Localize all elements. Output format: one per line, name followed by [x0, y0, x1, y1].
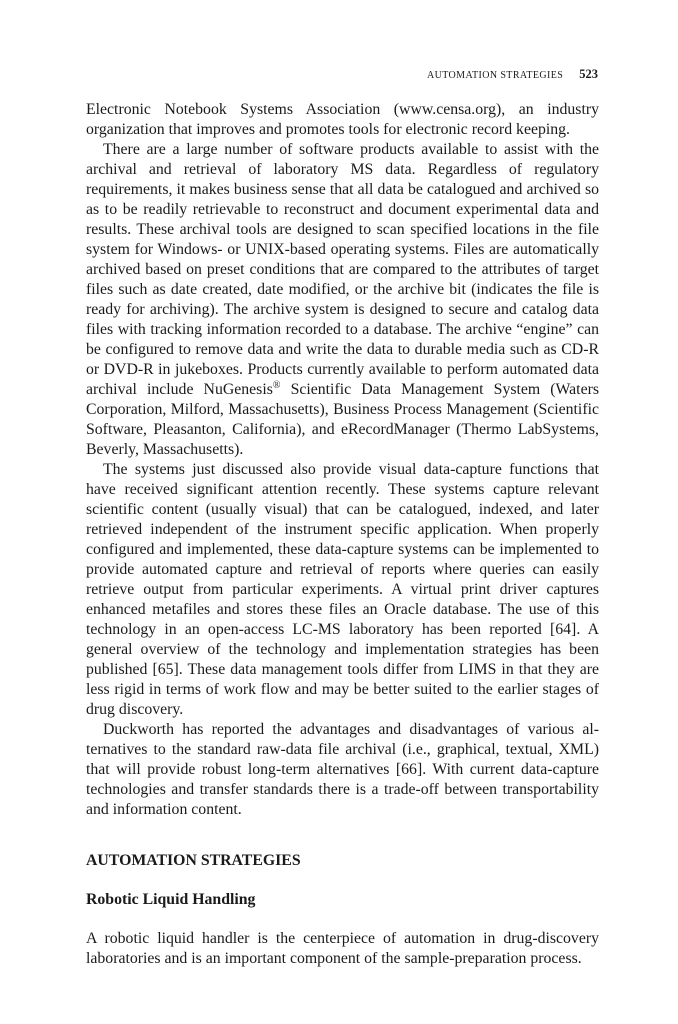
paragraph-4: Duckworth has reported the advantages and disadvantages of various alternatives to the standard raw-data file archival (i.e., graphical, textual, XML) that will provide robust long-term alternatives [66]. With current data-capture technologies and transfer standards there is a trade-off between transportability and information content.	[86, 721, 599, 818]
subsection-heading: Robotic Liquid Handling	[86, 891, 256, 908]
paragraph-5: A robotic liquid handler is the centerpiece of automation in drug-discovery laboratories and is an important component of the sample-preparation process.	[86, 930, 599, 967]
paragraph-3: The systems just discussed also provide visual data-capture functions that have received significant attention recently. These systems capture relevant scientific content (usually visual) that can be catalogued, indexed, and later retrieved independent of the instrument specific application. When properly configured and implemented, these data-capture systems can be implemented to provide automated capture and retrieval of reports where queries can easily retrieve output from particular experiments. A virtual print driver captures enhanced metafiles and stores these files an Oracle database. The use of this technology in an open-access LC-MS laboratory has been reported [64]. A general overview of the technology and implementation strategies has been published [65]. These data management tools differ from LIMS in that they are less rigid in terms of work flow and may be better suited to the earlier stages of drug discovery.	[86, 461, 599, 718]
paragraph-2	[86, 140, 599, 460]
running-title: AUTOMATION STRATEGIES	[426, 70, 564, 81]
page-number: 523	[579, 67, 598, 81]
paragraph-2-part-2: Scientific Data Management System (Waters Corporation, Milford, Massachusetts), Business Process Management (Scientific Software, Pleasanton, California), and eRecordManager (Thermo LabSystems, Beverly, Massachusetts).	[86, 381, 599, 458]
paragraph-1: Electronic Notebook Systems Association (www.censa.org), an industry organization that improves and promotes tools for electronic record keeping.	[86, 101, 599, 138]
running-head	[86, 67, 598, 83]
registered-mark: ®	[272, 380, 281, 391]
body-text	[86, 100, 599, 969]
section-heading: AUTOMATION STRATEGIES	[86, 852, 301, 869]
paragraph-2-part-1: There are a large number of software products available to assist with the archival and retrieval of laboratory MS data. Regardless of regulatory requirements, it makes business sense that all data be catalogued and archived so as to be readily retrievable to reconstruct and document experimental data and results. These archival tools are designed to scan specified locations in the file system for Windows- or UNIX-based operating systems. Files are automatically archived based on preset conditions that are compared to the attributes of target files such as date created, date modified, or the archive bit (indicates the file is ready for archiving). The archive system is designed to secure and catalog data files with tracking information recorded to a database. The archive “engine” can be configured to remove data and write the data to durable media such as CD-R or DVD-R in jukeboxes. Products currently available to perform automated data archival include NuGenesis	[86, 141, 599, 398]
